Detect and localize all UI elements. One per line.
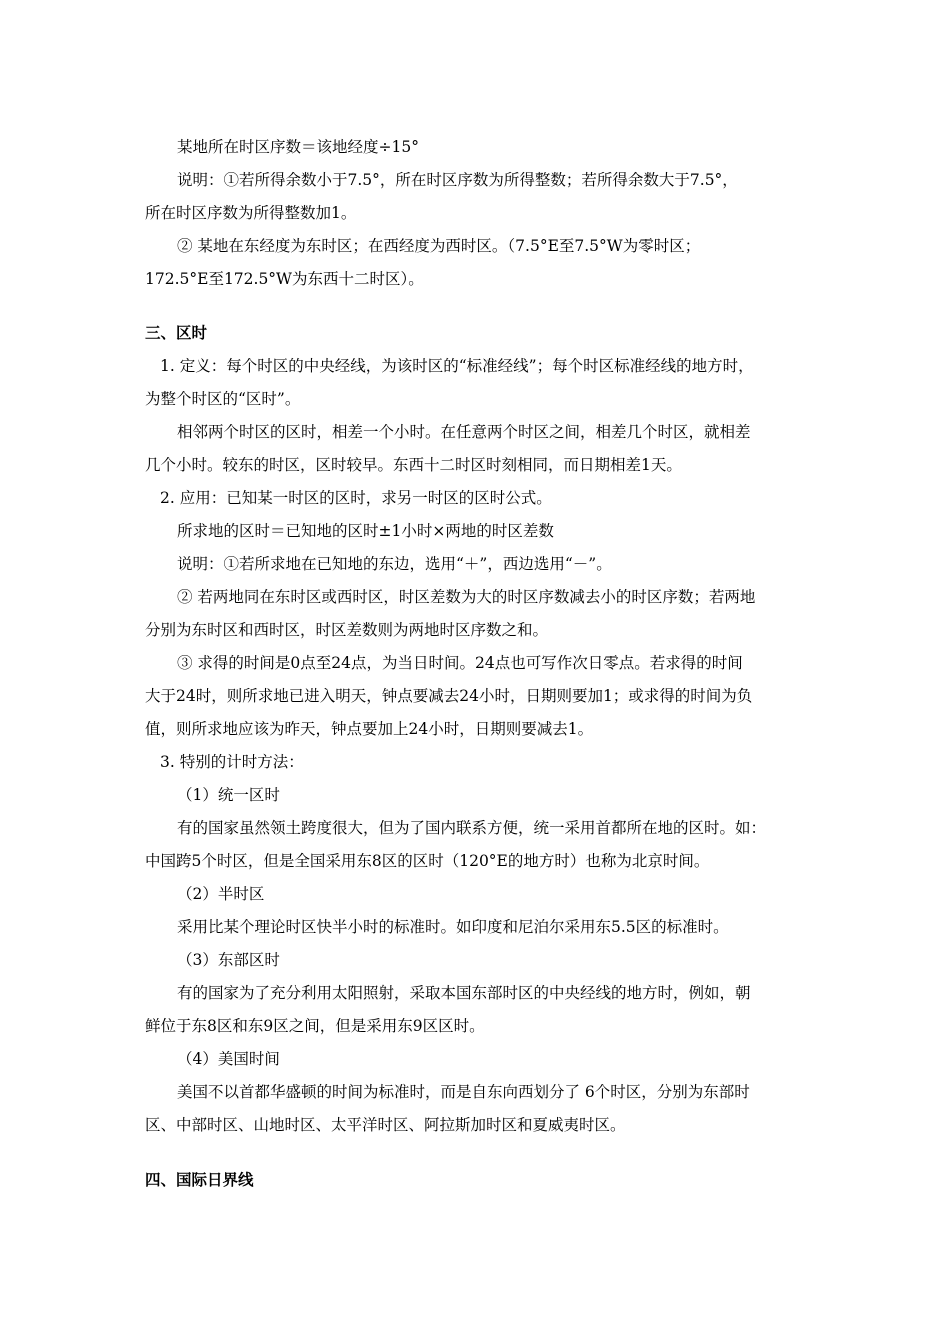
subheading-unified-time: （1）统一区时 — [177, 786, 280, 804]
note-result-time: ③ 求得的时间是0点至24点，为当日时间。24点也可写作次日零点。若求得的时间 — [177, 654, 743, 672]
subheading-us-time: （4）美国时间 — [177, 1050, 280, 1068]
formula-time-zone-number: 某地所在时区序数＝该地经度÷15° — [177, 138, 419, 156]
paragraph-us-time-cont: 区、中部时区、山地时区、太平洋时区、阿拉斯加时区和夏威夷时区。 — [145, 1116, 626, 1134]
note-zone-difference-cont: 分别为东时区和西时区，时区差数则为两地时区序数之和。 — [145, 621, 549, 639]
paragraph-half-zone: 采用比某个理论时区快半小时的标准时。如印度和尼泊尔采用东5.5区的标准时。 — [177, 918, 729, 936]
paragraph-us-time: 美国不以首都华盛顿的时间为标准时，而是自东向西划分了 6个时区，分别为东部时 — [177, 1083, 750, 1101]
paragraph-eastern-zone: 有的国家为了充分利用太阳照射，采取本国东部时区的中央经线的地方时，例如，朝 — [177, 984, 751, 1002]
definition-item-cont: 为整个时区的“区时”。 — [145, 390, 301, 408]
section-heading-date-line: 四、国际日界线 — [145, 1171, 254, 1189]
paragraph-unified-time: 有的国家虽然领土跨度很大，但为了国内联系方便，统一采用首都所在地的区时。如： — [177, 819, 767, 837]
note-zone-difference: ② 若两地同在东时区或西时区，时区差数为大的时区序数减去小的时区序数；若两地 — [177, 588, 756, 606]
note-remainder-cont: 所在时区序数为所得整数加1。 — [145, 204, 357, 222]
paragraph-adjacent-zones: 相邻两个时区的区时，相差一个小时。在任意两个时区之间，相差几个时区，就相差 — [177, 423, 751, 441]
special-timekeeping-item: 3. 特别的计时方法： — [160, 753, 304, 771]
definition-item: 1. 定义：每个时区的中央经线，为该时区的“标准经线”；每个时区标准经线的地方时， — [160, 357, 754, 375]
note-remainder: 说明：①若所得余数小于7.5°，所在时区序数为所得整数；若所得余数大于7.5°， — [177, 171, 738, 189]
section-heading-zone-time: 三、区时 — [145, 324, 208, 342]
paragraph-unified-time-cont: 中国跨5个时区，但是全国采用东8区的区时（120°E的地方时）也称为北京时间。 — [145, 852, 710, 870]
note-east-west: ② 某地在东经度为东时区；在西经度为西时区。（7.5°E至7.5°W为零时区； — [177, 237, 701, 255]
subheading-half-zone: （2）半时区 — [177, 885, 265, 903]
subheading-eastern-zone: （3）东部区时 — [177, 951, 280, 969]
paragraph-adjacent-zones-cont: 几个小时。较东的时区，区时较早。东西十二时区时刻相同，而日期相差1天。 — [145, 456, 682, 474]
note-result-time-cont2: 值，则所求地应该为昨天，钟点要加上24小时，日期则要减去1。 — [145, 720, 594, 738]
note-sign: 说明：①若所求地在已知地的东边，选用“＋”，西边选用“－”。 — [177, 555, 612, 573]
formula-zone-time: 所求地的区时＝已知地的区时±1小时×两地的时区差数 — [177, 522, 554, 540]
paragraph-eastern-zone-cont: 鲜位于东8区和东9区之间，但是采用东9区区时。 — [145, 1017, 485, 1035]
note-east-west-cont: 172.5°E至172.5°W为东西十二时区）。 — [145, 270, 424, 288]
note-result-time-cont1: 大于24时，则所求地已进入明天，钟点要减去24小时，日期则要加1；或求得的时间为负 — [145, 687, 753, 705]
application-item: 2. 应用：已知某一时区的区时，求另一时区的区时公式。 — [160, 489, 552, 507]
